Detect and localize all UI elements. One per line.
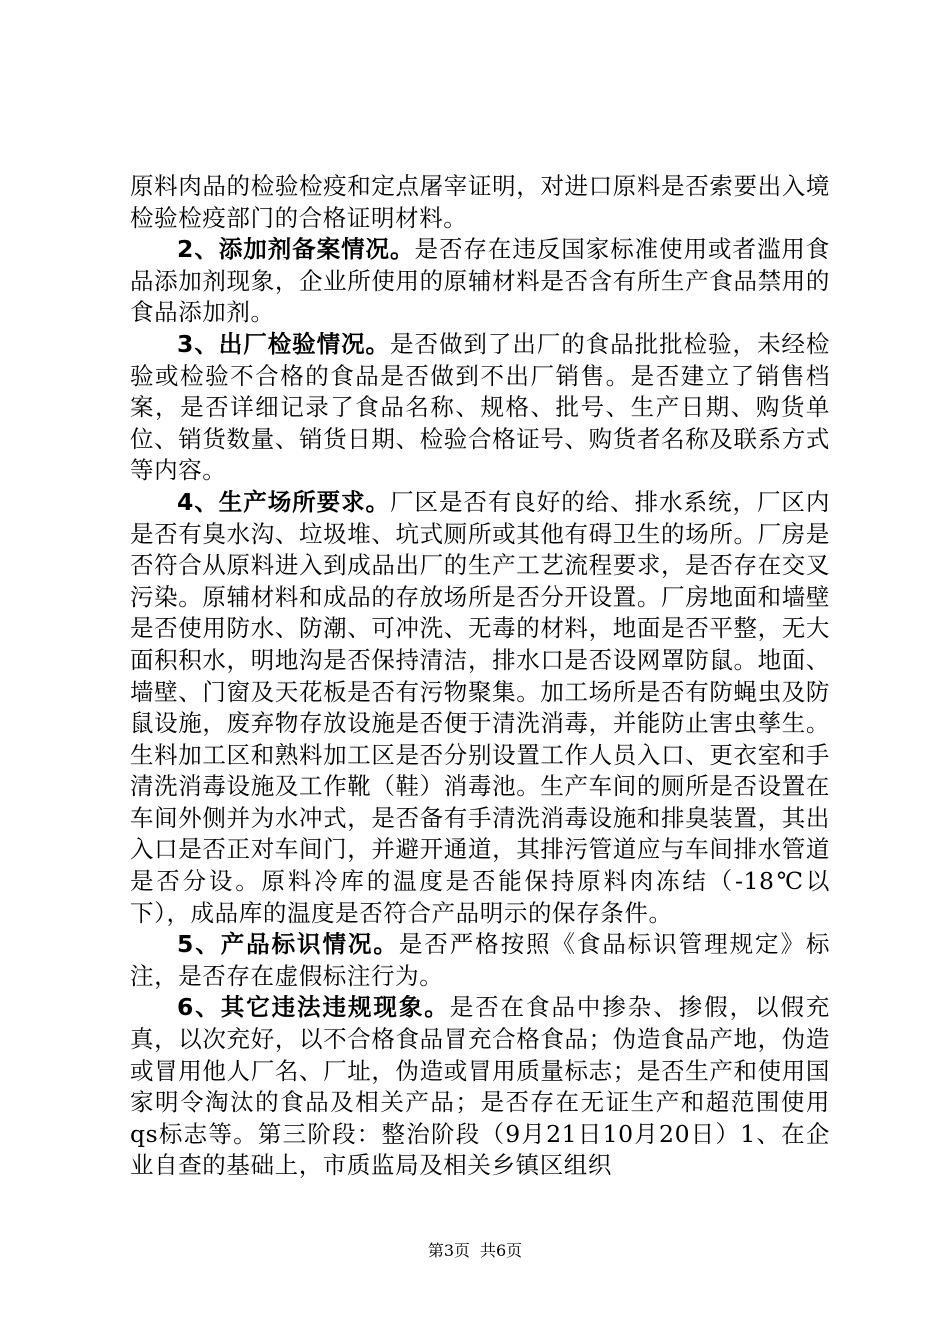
paragraph-text: 是否在食品中掺杂、掺假，以假充真，以次充好，以不合格食品冒充合格食品；伪造食品产地，伪造或冒用他人厂名、厂址，伪造或冒用质量标志；是否生产和使用国家明令淘汰的食品及相关产品；是否存在无证生产和超范围使用qs标志等。第三阶段：整治阶段（9月21日10月20日）1、在企业自查的基础上，市质监局及相关乡镇区组织 [130, 993, 831, 1180]
page-total: 共6页 [480, 1241, 523, 1260]
paragraph-production-site [130, 487, 830, 929]
paragraph-other-violations [130, 992, 830, 1182]
document-body [130, 171, 830, 1182]
section-heading: 6、其它违法违规现象。 [177, 993, 450, 1022]
paragraph-factory-inspection [130, 329, 830, 487]
paragraph-text: 是否做到了出厂的食品批批检验，未经检验或检验不合格的食品是否做到不出厂销售。是否建立了销售档案，是否详细记录了食品名称、规格、批号、生产日期、购货单位、销货数量、销货日期、检验合格证号、购货者名称及联系方式等内容。 [130, 329, 830, 485]
page-footer [0, 1241, 950, 1261]
paragraph-text: 厂区是否有良好的给、排水系统，厂区内是否有臭水沟、垃圾堆、坑式厕所或其他有碍卫生的场所。厂房是否符合从原料进入到成品出厂的生产工艺流程要求，是否存在交叉污染。原辅材料和成品的存放场所是否分开设置。厂房地面和墙壁是否使用防水、防潮、可冲洗、无毒的材料，地面是否平整，无大面积积水，明地沟是否保持清洁，排水口是否设网罩防鼠。地面、墙壁、门窗及天花板是否有污物聚集。加工场所是否有防蝇虫及防鼠设施，废弃物存放设施是否便于清洗消毒，并能防止害虫孳生。生料加工区和熟料加工区是否分别设置工作人员入口、更衣室和手清洗消毒设施及工作靴（鞋）消毒池。生产车间的厕所是否设置在车间外侧并为水冲式，是否备有手清洗消毒设施和排臭装置，其出入口是否正对车间门，并避开通道，其排污管道应与车间排水管道是否分设。原料冷库的温度是否能保持原料肉冻结（-18℃以下），成品库的温度是否符合产品明示的保存条件。 [130, 487, 830, 927]
section-heading: 4、生产场所要求。 [177, 487, 391, 516]
page-number: 第3页 [427, 1241, 470, 1260]
paragraph-text: 是否严格按照《食品标识管理规定》标注，是否存在虚假标注行为。 [130, 930, 830, 990]
paragraph-text: 原料肉品的检验检疫和定点屠宰证明，对进口原料是否索要出入境检验检疫部门的合格证明材料。 [130, 172, 830, 232]
section-heading: 3、出厂检验情况。 [177, 329, 391, 358]
section-heading: 5、产品标识情况。 [177, 930, 399, 959]
paragraph-additive-filing [130, 234, 830, 329]
paragraph-continuation [130, 171, 830, 234]
paragraph-text: 是否存在违反国家标准使用或者滥用食品添加剂现象，企业所使用的原辅材料是否含有所生产食品禁用的食品添加剂。 [130, 235, 830, 327]
section-heading: 2、添加剂备案情况。 [177, 235, 415, 264]
paragraph-product-labeling [130, 929, 830, 992]
